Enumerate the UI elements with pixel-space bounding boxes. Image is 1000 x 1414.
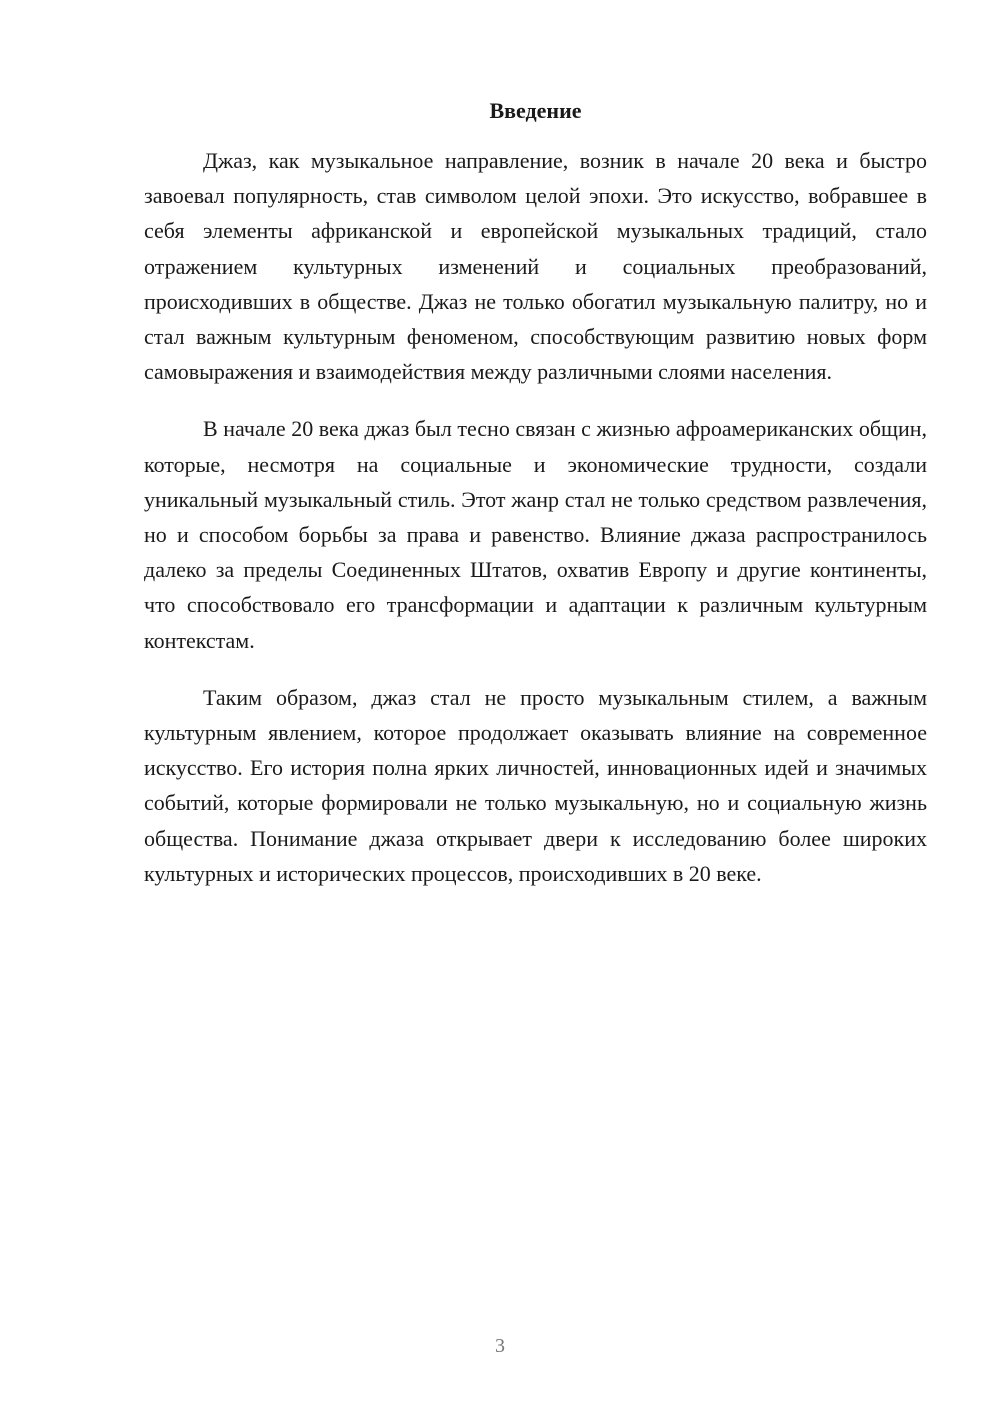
body-paragraph-2: В начале 20 века джаз был тесно связан с жизнью афроамериканских общин, которые, несмотря на социальные и экономические трудности, создали уникальный музыкальный стиль. Этот жанр стал не только средством развлечения, но и способом борьбы за права и равенство. Влияние джаза распространилось далеко за пределы Соединенных Штатов, охватив Европу и другие континенты, что способствовало его трансформации и адаптации к различным культурным контекстам. bbox=[144, 416, 927, 653]
body-paragraph-3: Таким образом, джаз стал не просто музыкальным стилем, а важным культурным явлением, которое продолжает оказывать влияние на современное искусство. Его история полна ярких личностей, инновационных идей и значимых событий, которые формировали не только музыкальную, но и социальную жизнь общества. Понимание джаза открывает двери к исследованию более широких культурных и исторических процессов, происходивших в 20 веке. bbox=[144, 684, 927, 886]
section-title: Введение bbox=[489, 98, 582, 123]
page-number: 3 bbox=[495, 1335, 505, 1357]
page-content bbox=[144, 96, 927, 891]
body-paragraph-1: Джаз, как музыкальное направление, возник в начале 20 века и быстро завоевал популярность, став символом целой эпохи. Это искусство, вобравшее в себя элементы африканской и европейской музыкальных традиций, стало отражением культурных изменений и социальных преобразований, происходивших в обществе. Джаз не только обогатил музыкальную палитру, но и стал важным культурным феноменом, способствующим развитию новых форм самовыражения и взаимодействия между различными слоями населения. bbox=[144, 148, 927, 385]
